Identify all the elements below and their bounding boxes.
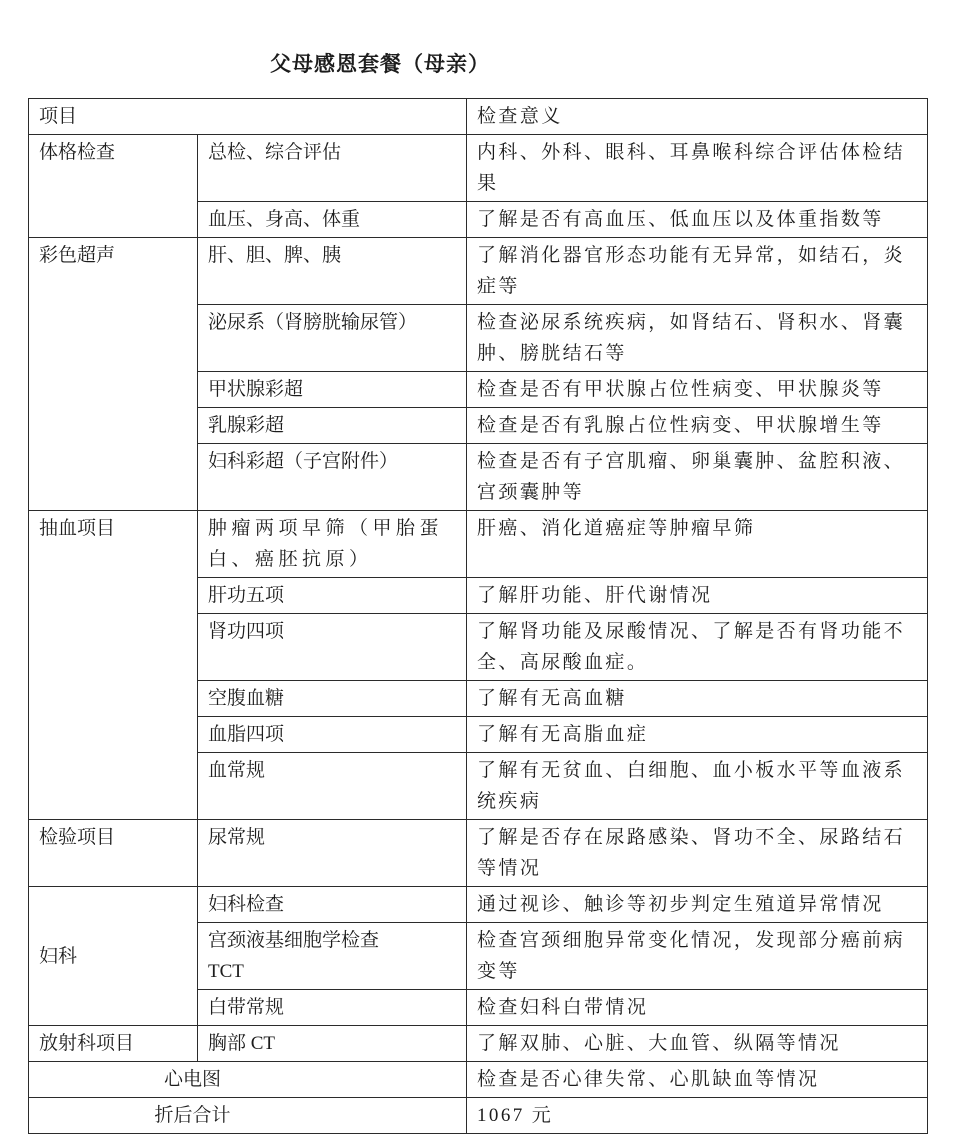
item-cell: 白带常规 (198, 990, 467, 1026)
item-cell: 肿瘤两项早筛（甲胎蛋白、癌胚抗原） (198, 511, 467, 578)
item-cell: 总检、综合评估 (198, 135, 467, 202)
checkup-table (28, 98, 928, 1134)
meaning-cell: 了解有无高脂血症 (467, 717, 928, 753)
category-cell: 彩色超声 (29, 238, 198, 511)
merged-item-cell: 折后合计 (29, 1098, 467, 1134)
item-cell: 肝、胆、脾、胰 (198, 238, 467, 305)
item-cell: 尿常规 (198, 820, 467, 887)
item-cell: 胸部 CT (198, 1026, 467, 1062)
meaning-cell: 检查是否有乳腺占位性病变、甲状腺增生等 (467, 408, 928, 444)
item-cell: 血常规 (198, 753, 467, 820)
table-row (29, 1026, 928, 1062)
item-cell: 血压、身高、体重 (198, 202, 467, 238)
item-cell: 乳腺彩超 (198, 408, 467, 444)
table-row (29, 1098, 928, 1134)
item-cell: 妇科检查 (198, 887, 467, 923)
category-cell: 体格检查 (29, 135, 198, 238)
meaning-cell: 了解有无高血糖 (467, 681, 928, 717)
meaning-cell: 内科、外科、眼科、耳鼻喉科综合评估体检结果 (467, 135, 928, 202)
table-row (29, 887, 928, 923)
meaning-cell: 肝癌、消化道癌症等肿瘤早筛 (467, 511, 928, 578)
category-cell: 妇科 (29, 887, 198, 1026)
item-cell: 宫颈液基细胞学检查 TCT (198, 923, 467, 990)
table-header-row (29, 99, 928, 135)
meaning-cell: 了解消化器官形态功能有无异常，如结石，炎症等 (467, 238, 928, 305)
total-price-cell: 1067 元 (467, 1098, 928, 1134)
table-row (29, 511, 928, 578)
table-row (29, 1062, 928, 1098)
meaning-cell: 检查是否有子宫肌瘤、卵巢囊肿、盆腔积液、宫颈囊肿等 (467, 444, 928, 511)
meaning-cell: 检查妇科白带情况 (467, 990, 928, 1026)
item-cell: 泌尿系（肾膀胱输尿管） (198, 305, 467, 372)
header-meaning-cell: 检查意义 (467, 99, 928, 135)
meaning-cell: 通过视诊、触诊等初步判定生殖道异常情况 (467, 887, 928, 923)
table-row (29, 820, 928, 887)
category-cell: 放射科项目 (29, 1026, 198, 1062)
meaning-cell: 了解是否存在尿路感染、肾功不全、尿路结石等情况 (467, 820, 928, 887)
item-cell: 甲状腺彩超 (198, 372, 467, 408)
item-cell: 血脂四项 (198, 717, 467, 753)
meaning-cell: 了解肝功能、肝代谢情况 (467, 578, 928, 614)
meaning-cell: 检查是否心律失常、心肌缺血等情况 (467, 1062, 928, 1098)
table-row (29, 238, 928, 305)
item-cell: 妇科彩超（子宫附件） (198, 444, 467, 511)
category-cell: 检验项目 (29, 820, 198, 887)
header-items-cell: 项目 (29, 99, 467, 135)
item-cell: 肝功五项 (198, 578, 467, 614)
meaning-cell: 了解有无贫血、白细胞、血小板水平等血液系统疾病 (467, 753, 928, 820)
meaning-cell: 检查宫颈细胞异常变化情况，发现部分癌前病变等 (467, 923, 928, 990)
meaning-cell: 检查是否有甲状腺占位性病变、甲状腺炎等 (467, 372, 928, 408)
category-cell: 抽血项目 (29, 511, 198, 820)
merged-item-cell: 心电图 (29, 1062, 467, 1098)
document-title: 父母感恩套餐（母亲） (270, 52, 490, 76)
item-cell: 肾功四项 (198, 614, 467, 681)
meaning-cell: 了解肾功能及尿酸情况、了解是否有肾功能不全、高尿酸血症。 (467, 614, 928, 681)
meaning-cell: 检查泌尿系统疾病，如肾结石、肾积水、肾囊肿、膀胱结石等 (467, 305, 928, 372)
table-row (29, 135, 928, 202)
meaning-cell: 了解是否有高血压、低血压以及体重指数等 (467, 202, 928, 238)
meaning-cell: 了解双肺、心脏、大血管、纵隔等情况 (467, 1026, 928, 1062)
item-cell: 空腹血糖 (198, 681, 467, 717)
